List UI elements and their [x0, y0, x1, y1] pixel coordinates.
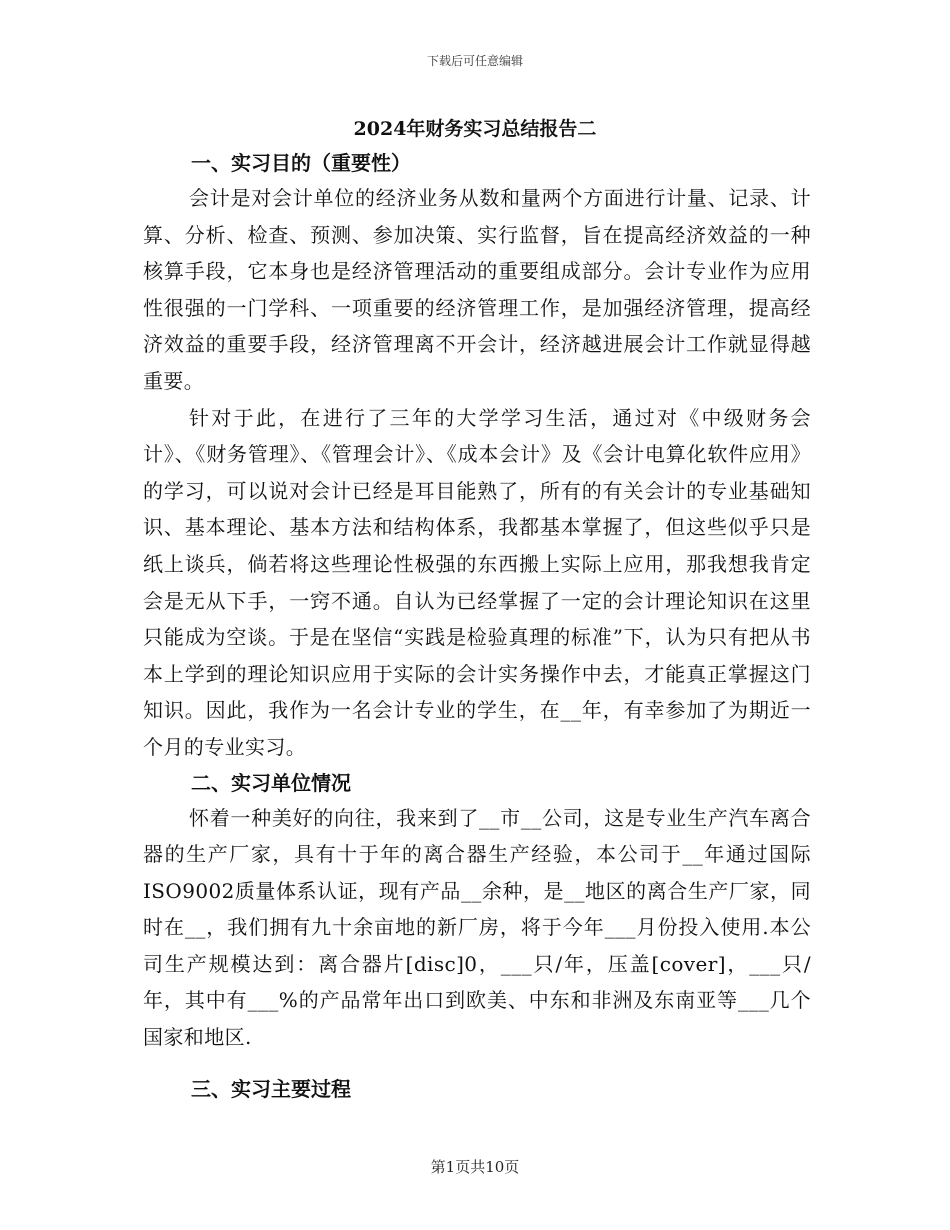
section-heading-3: 三、实习主要过程: [191, 1076, 351, 1101]
section-1-paragraph-1: 会计是对会计单位的经济业务从数和量两个方面进行计量、记录、计算、分析、检查、预测、参加决策、实行监督，旨在提高经济效益的一种核算手段，它本身也是经济管理活动的重要组成部分。会计专业作为应用性很强的一门学科、一项重要的经济管理工作，是加强经济管理，提高经济效益的重要手段，经济管理离不开会计，经济越进展会计工作就显得越重要。: [143, 186, 811, 393]
document-title: 2024年财务实习总结报告二: [353, 118, 597, 140]
section-1-paragraph-2: 针对于此，在进行了三年的大学学习生活，通过对《中级财务会计》、《财务管理》、《管理会计》、《成本会计》及《会计电算化软件应用》的学习，可以说对会计已经是耳目能熟了，所有的有关会计的专业基础知识、基本理论、基本方法和结构体系，我都基本掌握了，但这些似乎只是纸上谈兵，倘若将这些理论性极强的东西搬上实际上应用，那我想我肯定会是无从下手，一窍不通。自认为已经掌握了一定的会计理论知识在这里只能成为空谈。于是在坚信“实践是检验真理的标准”下，认为只有把从书本上学到的理论知识应用于实际的会计实务操作中去，才能真正掌握这门知识。因此，我作为一名会计专业的学生，在__年，有幸参加了为期近一个月的专业实习。: [143, 405, 811, 759]
document-body: [143, 146, 811, 1106]
page-header: 下载后可任意编辑: [426, 54, 523, 68]
section-heading-2: 二、实习单位情况: [191, 770, 351, 795]
section-heading-1: 一、实习目的（重要性）: [191, 151, 411, 175]
section-2-paragraph-1: 怀着一种美好的向往，我来到了__市__公司，这是专业生产汽车离合器的生产厂家，具有十于年的离合器生产经验，本公司于__年通过国际ISO9002质量体系认证，现有产品__余种，是__地区的离合生产厂家，同时在__，我们拥有九十余亩地的新厂房，将于今年___月份投入使用.本公司生产规模达到：离合器片[disc]0，___只/年，压盖[cover]，___只/年，其中有___%的产品常年出口到欧美、中东和非洲及东南亚等___几个国家和地区.: [143, 805, 811, 1050]
page-footer: 第1页共10页: [430, 1158, 520, 1176]
